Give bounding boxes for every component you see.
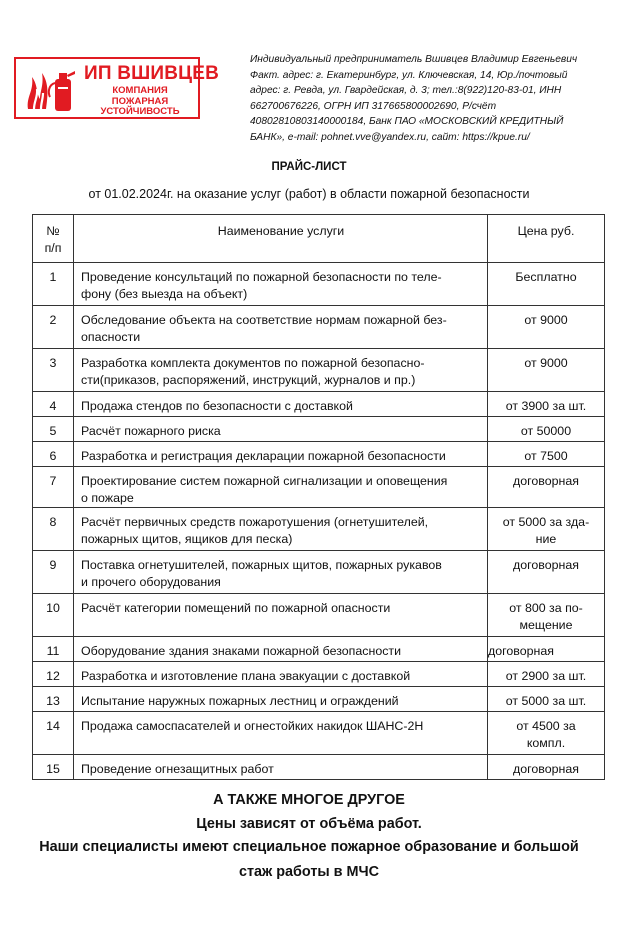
- row-number: 6: [33, 442, 74, 467]
- row-price: [488, 637, 605, 662]
- row-service-name: [74, 263, 488, 306]
- price-line: от 2900 за шт.: [505, 669, 587, 683]
- table-row: [33, 263, 605, 306]
- service-name-line: Продажа самоспасателей и огнестойких накидок ШАНС-2Н: [81, 719, 424, 733]
- price-line: от 800 за по-: [509, 601, 583, 615]
- row-number: 15: [33, 755, 74, 780]
- fire-extinguisher-flame-icon: [22, 63, 80, 115]
- row-service-name: [74, 442, 488, 467]
- row-service-name: [74, 467, 488, 508]
- table-row: [33, 755, 605, 780]
- price-line: договорная: [513, 474, 579, 488]
- header-number-line: №: [46, 224, 60, 238]
- price-line: от 9000: [524, 356, 568, 370]
- price-line: от 4500 за: [516, 719, 576, 733]
- service-name-line: Поставка огнетушителей, пожарных щитов, пожарных рукавов: [81, 558, 442, 572]
- row-number: 9: [33, 551, 74, 594]
- row-service-name: [74, 306, 488, 349]
- service-name-line: Проведение огнезащитных работ: [81, 762, 274, 776]
- logo-subtitle-line: ПОЖАРНАЯ: [111, 95, 169, 107]
- row-number: 1: [33, 263, 74, 306]
- table-row: [33, 712, 605, 755]
- header-number-line: п/п: [44, 241, 62, 255]
- table-row: [33, 637, 605, 662]
- row-price: [488, 662, 605, 687]
- row-price: [488, 687, 605, 712]
- footer-specialists-note: Наши специалисты имеют специальное пожарное образование и большой: [39, 839, 579, 855]
- service-name-line: фону (без выезда на объект): [81, 287, 248, 301]
- logo-subtitle-line: КОМПАНИЯ: [112, 85, 168, 96]
- row-price: [488, 712, 605, 755]
- table-row: [33, 594, 605, 637]
- row-service-name: [74, 755, 488, 780]
- requisites-line: адрес: г. Ревда, ул. Гвардейская, д. 3; тел.:8(922)120-83-01, ИНН: [250, 85, 562, 97]
- row-number: 10: [33, 594, 74, 637]
- row-service-name: [74, 508, 488, 551]
- logo-subtitle: [82, 86, 198, 118]
- row-service-name: [74, 662, 488, 687]
- service-name-line: Разработка комплекта документов по пожарной безопасно-: [81, 356, 425, 370]
- table-row: [33, 508, 605, 551]
- price-line: Бесплатно: [515, 270, 577, 284]
- row-number: 7: [33, 467, 74, 508]
- table-row: [33, 349, 605, 392]
- requisites-line: 662700676226, ОГРН ИП 317665800002690, Р/счёт: [250, 100, 497, 112]
- service-name-line: Разработка и регистрация декларации пожарной безопасности: [81, 449, 446, 463]
- row-number: 8: [33, 508, 74, 551]
- requisites-line: Индивидуальный предприниматель Вшивцев Владимир Евгеньевич: [250, 54, 578, 65]
- service-name-line: о пожаре: [81, 491, 134, 505]
- service-name-line: Испытание наружных пожарных лестниц и ограждений: [81, 694, 399, 708]
- price-line: мещение: [519, 618, 573, 632]
- price-line: компл.: [526, 736, 566, 750]
- service-name-line: сти(приказов, распоряжений, инструкций, журналов и пр.): [81, 373, 416, 387]
- table-row: [33, 306, 605, 349]
- row-price: [488, 263, 605, 306]
- header-number: [33, 215, 74, 263]
- row-price: [488, 755, 605, 780]
- row-number: 2: [33, 306, 74, 349]
- footer-specialists-note-cont: стаж работы в МЧС: [238, 864, 380, 880]
- header-service-name: Наименование услуги: [74, 215, 488, 263]
- row-number: 12: [33, 662, 74, 687]
- footer-price-note: Цены зависят от объёма работ.: [196, 816, 422, 832]
- service-name-line: Продажа стендов по безопасности с доставкой: [81, 399, 353, 413]
- document-title: ПРАЙС-ЛИСТ: [271, 161, 347, 173]
- price-line: от 50000: [520, 424, 572, 438]
- table-row: [33, 417, 605, 442]
- requisites-line: Факт. адрес: г. Екатеринбург, ул. Ключевская, 14, Юр./почтовый: [250, 69, 568, 81]
- table-row: [33, 392, 605, 417]
- row-service-name: [74, 712, 488, 755]
- row-price: [488, 508, 605, 551]
- table-row: [33, 551, 605, 594]
- price-line: договорная: [513, 558, 579, 572]
- table-header-row: [33, 215, 605, 263]
- row-number: 14: [33, 712, 74, 755]
- row-price: [488, 467, 605, 508]
- row-service-name: [74, 417, 488, 442]
- logo-title: ИП ВШИВЦЕВ: [84, 63, 220, 84]
- service-name-line: Расчёт пожарного риска: [81, 424, 221, 438]
- row-number: 11: [33, 637, 74, 662]
- row-service-name: [74, 551, 488, 594]
- requisites-line: 40802810803140000184, Банк ПАО «МОСКОВСКИЙ КРЕДИТНЫЙ: [250, 116, 564, 128]
- row-price: [488, 306, 605, 349]
- service-name-line: опасности: [81, 330, 141, 344]
- service-name-line: Проектирование систем пожарной сигнализации и оповещения: [81, 474, 448, 488]
- logo-subtitle-line: УСТОЙЧИВОСТЬ: [100, 106, 180, 117]
- service-name-line: пожарных щитов, ящиков для песка): [81, 532, 293, 546]
- price-line: от 5000 за зда-: [502, 515, 590, 529]
- price-line: договорная: [513, 762, 579, 776]
- company-requisites: [250, 52, 610, 146]
- service-name-line: Обследование объекта на соответствие нормам пожарной без-: [81, 313, 447, 327]
- price-line: от 3900 за шт.: [505, 399, 587, 413]
- row-price: [488, 594, 605, 637]
- price-line: договорная: [488, 644, 554, 658]
- table-row: [33, 687, 605, 712]
- requisites-line: БАНК», e-mail: pohnet.vve@yandex.ru, сайт: https://kpue.ru/: [250, 131, 530, 143]
- row-number: 4: [33, 392, 74, 417]
- row-number: 3: [33, 349, 74, 392]
- service-name-line: Расчёт категории помещений по пожарной опасности: [81, 601, 391, 615]
- row-price: [488, 442, 605, 467]
- price-line: от 7500: [524, 449, 568, 463]
- row-service-name: [74, 392, 488, 417]
- table-row: [33, 662, 605, 687]
- price-line: от 5000 за шт.: [505, 694, 587, 708]
- footer-more-services: А ТАКЖЕ МНОГОЕ ДРУГОЕ: [213, 792, 405, 808]
- row-price: [488, 349, 605, 392]
- price-line: от 9000: [524, 313, 568, 327]
- row-price: [488, 551, 605, 594]
- table-row: [33, 442, 605, 467]
- service-name-line: Проведение консультаций по пожарной безопасности по теле-: [81, 270, 442, 284]
- row-number: 5: [33, 417, 74, 442]
- price-line: ние: [535, 532, 557, 546]
- row-price: [488, 392, 605, 417]
- header-price: Цена руб.: [488, 215, 605, 263]
- row-service-name: [74, 349, 488, 392]
- row-service-name: [74, 594, 488, 637]
- table-row: [33, 467, 605, 508]
- row-price: [488, 417, 605, 442]
- service-name-line: Оборудование здания знаками пожарной безопасности: [81, 644, 402, 658]
- row-service-name: [74, 687, 488, 712]
- row-number: 13: [33, 687, 74, 712]
- company-logo: [14, 57, 220, 119]
- document-subtitle: от 01.02.2024г. на оказание услуг (работ) в области пожарной безопасности: [88, 187, 530, 201]
- service-name-line: Разработка и изготовление плана эвакуации с доставкой: [81, 669, 411, 683]
- service-name-line: Расчёт первичных средств пожаротушения (огнетушителей,: [81, 515, 429, 529]
- service-name-line: и прочего оборудования: [81, 575, 221, 589]
- price-table: [32, 214, 605, 780]
- row-service-name: [74, 637, 488, 662]
